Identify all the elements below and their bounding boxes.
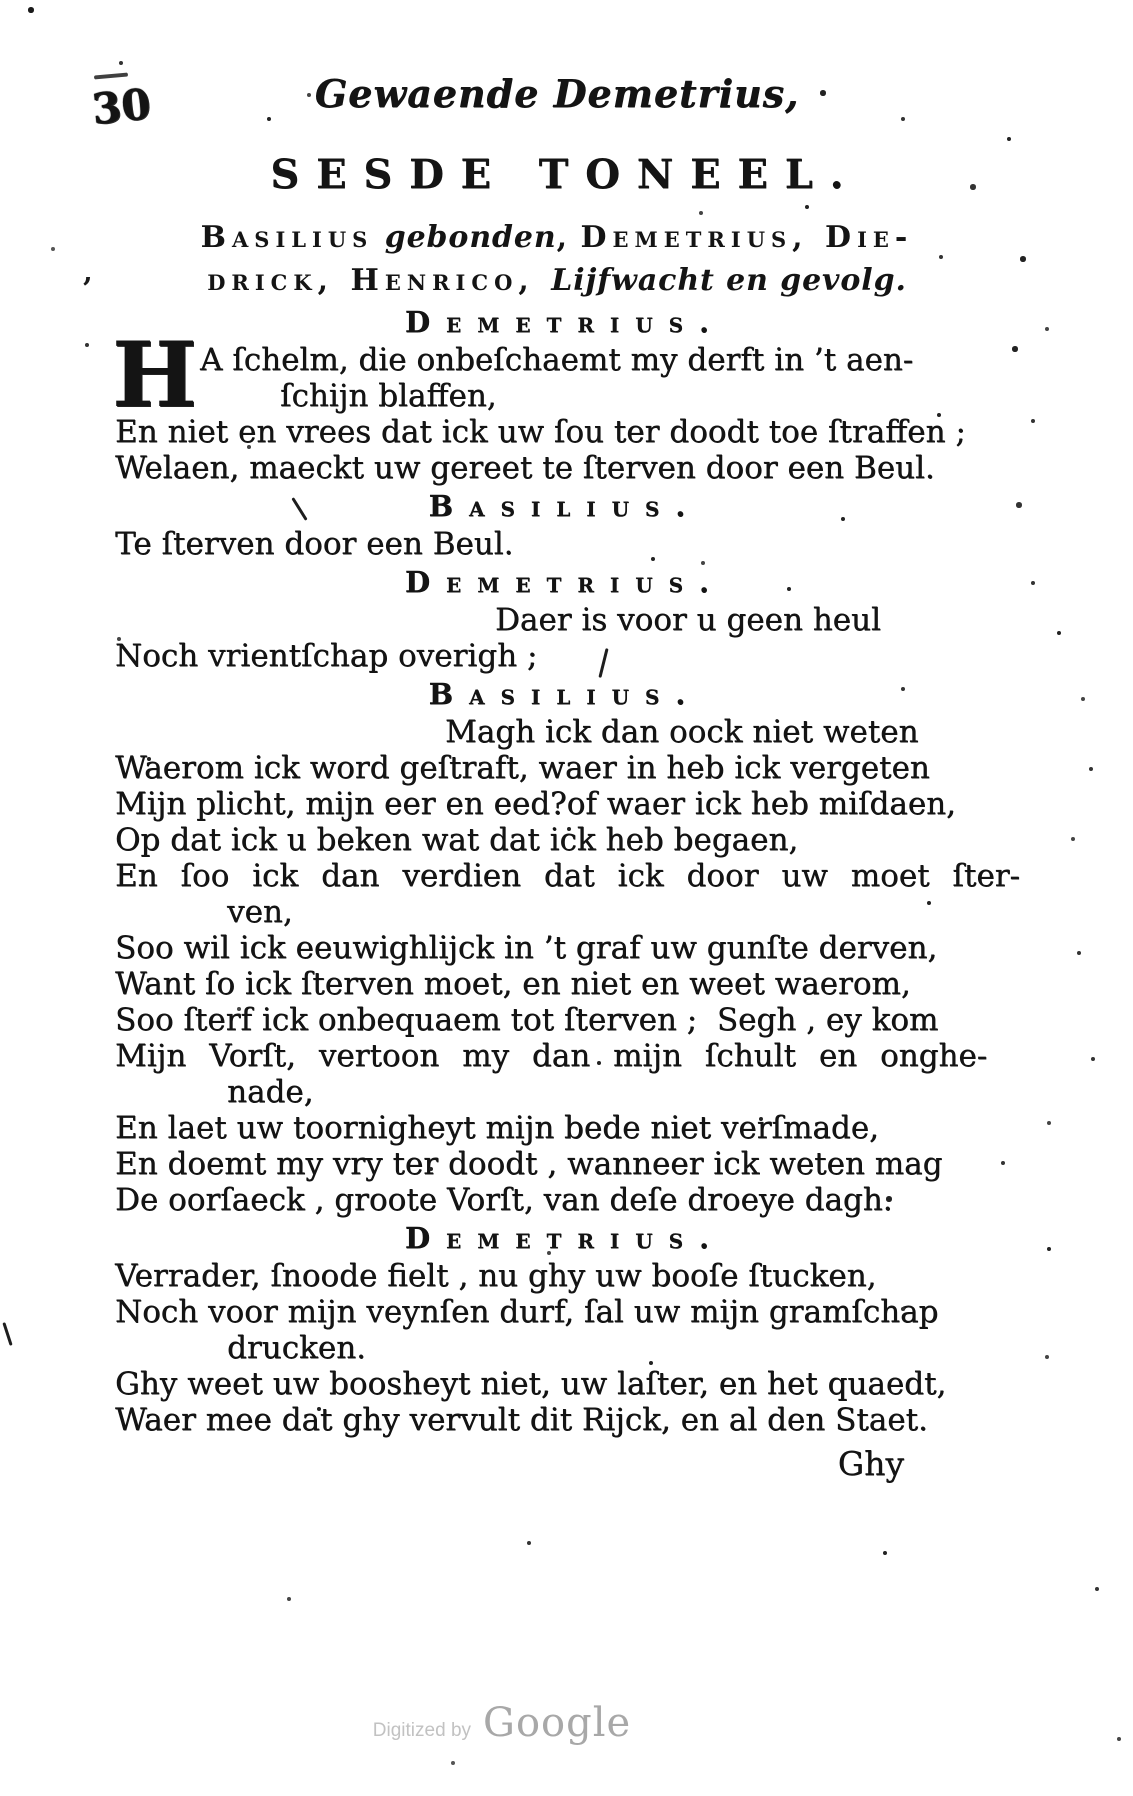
- running-title: Gewaende Demetrius,: [314, 71, 800, 116]
- cast-line: [115, 216, 999, 259]
- verse-line: ſchijn blaffen,: [280, 378, 497, 414]
- verse-line: ven,: [227, 894, 293, 930]
- verse-line: Soo ſterf ick onbequaem tot ſterven ; Segh , ey kom: [115, 1002, 939, 1038]
- verse-line: Verrader, ſnoode fielt , nu ghy uw booſe ſtucken,: [115, 1258, 877, 1294]
- verse-line: De oorſaeck , groote Vorſt, van deſe droeye dagh.: [115, 1182, 893, 1218]
- cast-line: [115, 259, 999, 302]
- verse-line: Mijn plicht, mijn eer en eed?of waer ick heb miſdaen,: [115, 786, 956, 822]
- page-number: 30: [89, 79, 153, 134]
- verse-line: Noch vrientſchap overigh ;: [115, 638, 538, 674]
- verse-line: Mijn Vorſt, vertoon my dan mijn ſchult en onghe-: [115, 1038, 988, 1074]
- cast-list: [115, 216, 999, 302]
- cast-segment: gebonden: [373, 220, 557, 255]
- verse-line: En niet en vrees dat ick uw ſou ter doodt toe ſtraffen ;: [115, 414, 966, 450]
- verse-line: Welaen, maeckt uw gereet te ſterven door een Beul.: [115, 450, 935, 486]
- verse-line: En laet uw toornigheyt mijn bede niet verſmade,: [115, 1110, 879, 1146]
- google-logo: Google: [483, 1700, 632, 1746]
- scan-artifact-comma: ’: [82, 272, 93, 307]
- verse-body: [112, 303, 1021, 1438]
- speaker-heading: Basilius.: [428, 489, 702, 523]
- drop-cap: H: [112, 322, 198, 428]
- verse-line: Te ſterven door een Beul.: [115, 526, 514, 562]
- cast-segment: drick, Henrico,: [207, 263, 552, 298]
- scan-speckles: [0, 0, 2, 2]
- speaker-heading: Demetrius.: [404, 1221, 726, 1255]
- scan-artifact-left-edge: [2, 1322, 12, 1346]
- cast-segment: Lijfwacht en gevolg.: [551, 263, 907, 298]
- verse-line: drucken.: [227, 1330, 366, 1366]
- speaker-heading: Demetrius.: [404, 305, 726, 339]
- speaker-heading: Basilius.: [428, 677, 702, 711]
- verse-line: Soo wil ick eeuwighlijck in ’t graf uw gunſte derven,: [115, 930, 938, 966]
- speaker-heading: Demetrius.: [404, 565, 726, 599]
- cast-segment: Demetrius, Die-: [580, 220, 914, 255]
- page-content: [112, 0, 1021, 1483]
- verse-line: Daer is voor u geen heul: [495, 602, 881, 638]
- cast-segment: Basilius: [200, 220, 374, 255]
- catchword: Ghy: [837, 1444, 904, 1483]
- cast-segment: ,: [556, 220, 581, 255]
- verse-line: Magh ick dan oock niet weten: [445, 714, 919, 750]
- scene-heading: SESDE TONEEL.: [270, 151, 861, 198]
- watermark-prefix: Digitized by: [372, 1720, 472, 1741]
- verse-line: Op dat ick u beken wat dat ick heb begaen,: [115, 822, 799, 858]
- watermark: [373, 1700, 631, 1746]
- verse-line: nade,: [227, 1074, 314, 1110]
- verse-text: A ſchelm, die onbeſchaemt my derft in ’t aen-: [200, 342, 914, 378]
- verse-line: Waerom ick word geſtraft, waer in heb ick vergeten: [115, 750, 930, 786]
- verse-line: Ghy weet uw boosheyt niet, uw laſter, en het quaedt,: [115, 1366, 947, 1402]
- verse-line: Waer mee dat ghy vervult dit Rijck, en al den Staet.: [115, 1402, 928, 1438]
- verse-line: Noch voor mijn veynſen durf, ſal uw mijn gramſchap: [115, 1294, 939, 1330]
- verse-line: En doemt my vry ter doodt , wanneer ick weten mag: [115, 1146, 943, 1182]
- verse-line: En ſoo ick dan verdien dat ick door uw moet ſter-: [115, 858, 1021, 894]
- verse-line: Want ſo ick ſterven moet, en niet en weet waerom,: [115, 966, 911, 1002]
